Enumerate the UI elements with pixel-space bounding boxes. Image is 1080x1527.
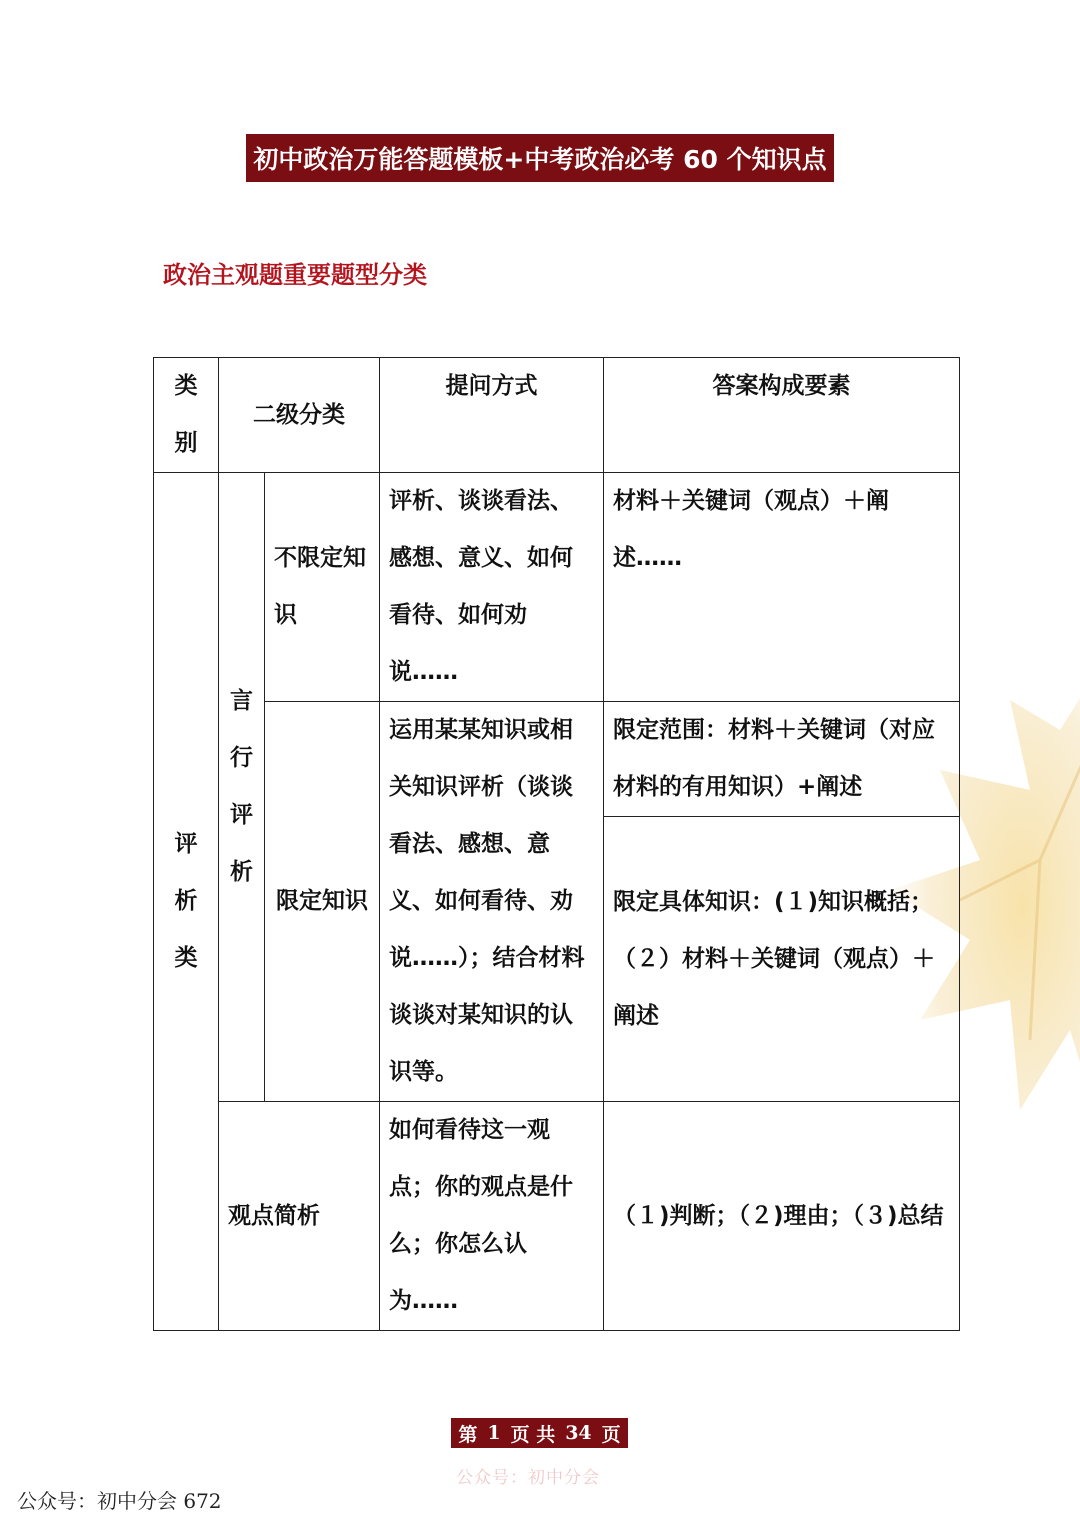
page-number: 第 1 页 共 34 页 [451,1418,628,1448]
footer-account-line: 公众号：初中分会 672 [17,1489,222,1513]
label-viewpoint: 观点简析 [219,1102,380,1331]
table-row-unlimited [154,473,960,702]
answer-viewpoint: （１)判断；（２)理由；（３)总结 [604,1102,960,1331]
answer-limited-specific: 限定具体知识：(１)知识概括；（２）材料＋关键词（观点）＋阐述 [604,817,960,1102]
label-limited: 限定知识 [265,702,380,1102]
table-row-viewpoint [154,1102,960,1331]
footer-watermark-text: 公众号：初中分会 [456,1468,600,1488]
table-row-limited [154,702,960,817]
table-header-row [154,358,960,473]
category-main: 评 析 类 [154,473,219,1331]
answer-unlimited: 材料＋关键词（观点）＋阐述…… [604,473,960,702]
question-limited: 运用某某知识或相关知识评析（谈谈看法、感想、意义、如何看待、劝说……）；结合材料谈谈对某知识的认识等。 [380,702,604,1102]
section-heading: 政治主观题重要题型分类 [163,261,427,289]
question-type-table [153,357,960,1331]
header-answer-elements: 答案构成要素 [604,358,960,473]
header-sub-category: 二级分类 [219,358,380,473]
answer-limited-scope: 限定范围：材料＋关键词（对应材料的有用知识）+阐述 [604,702,960,817]
label-unlimited: 不限定知识 [265,473,380,702]
speech-label: 言 行 评 析 [219,473,265,1102]
header-question-style: 提问方式 [380,358,604,473]
question-viewpoint: 如何看待这一观点；你的观点是什么；你怎么认为…… [380,1102,604,1331]
header-category: 类 别 [154,358,219,473]
question-unlimited: 评析、谈谈看法、感想、意义、如何看待、如何劝说…… [380,473,604,702]
document-title: 初中政治万能答题模板+中考政治必考 60 个知识点 [246,134,834,182]
